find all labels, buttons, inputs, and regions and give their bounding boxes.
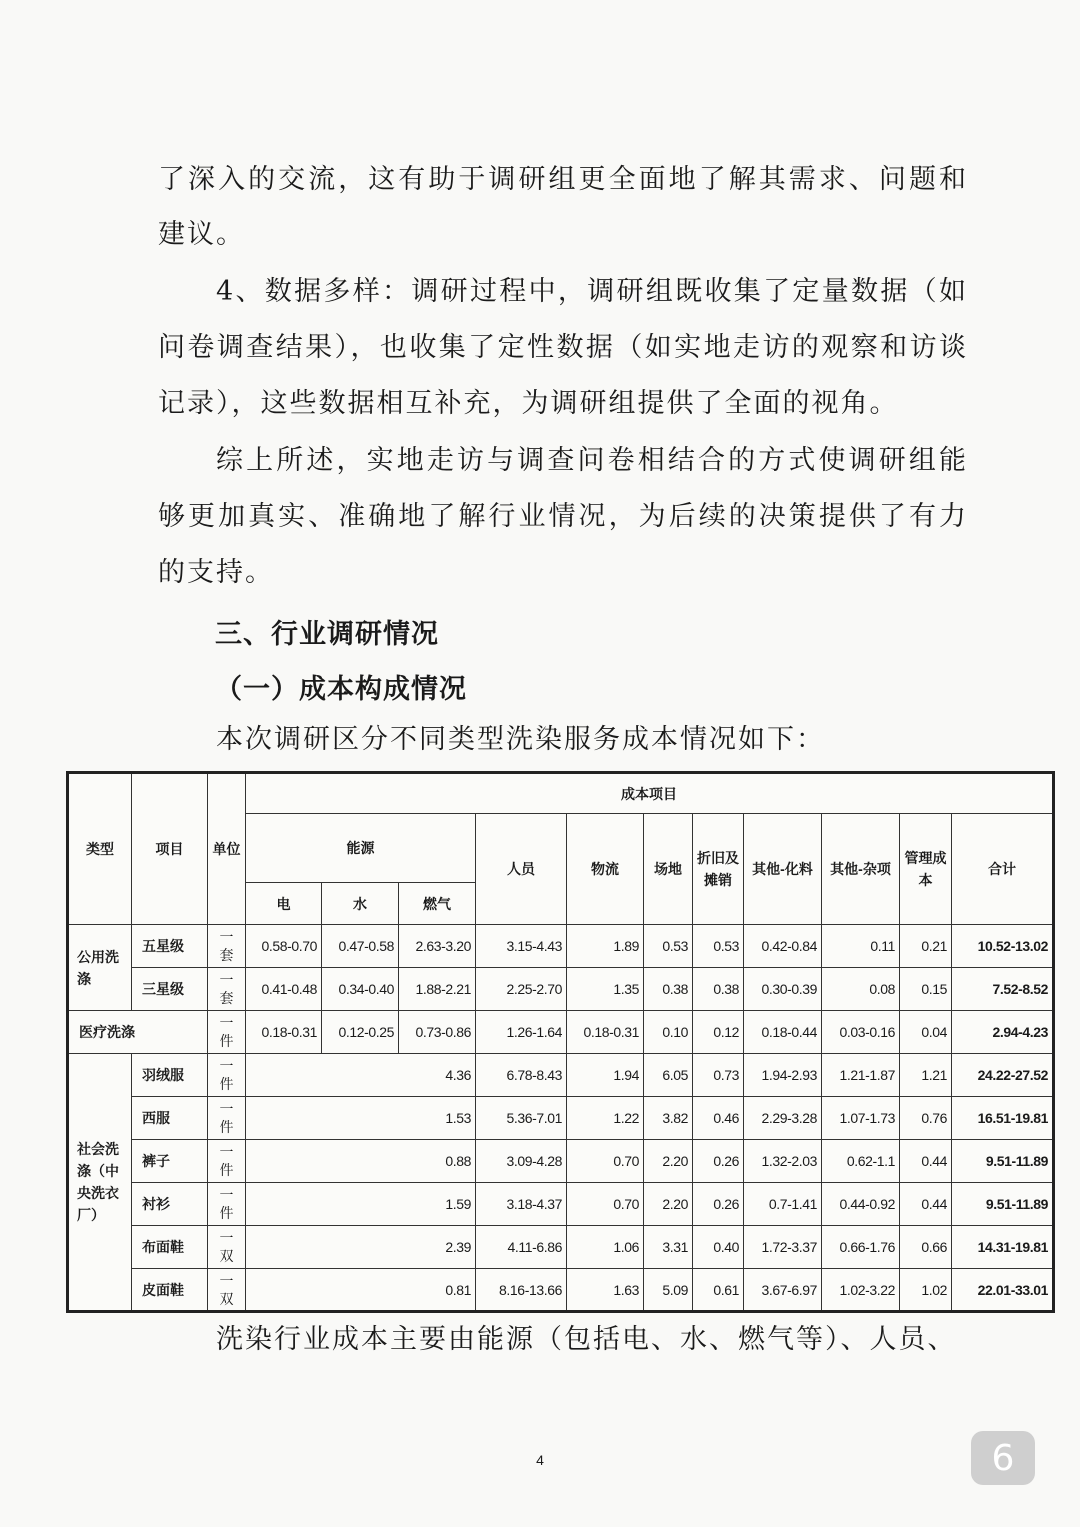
page-number: 4 (536, 1452, 544, 1468)
table-row (68, 1097, 1054, 1140)
table-row (68, 1011, 1054, 1054)
cell: 1.63 (567, 1269, 644, 1312)
cell-total: 24.22-27.52 (952, 1054, 1054, 1097)
cell: 0.58-0.70 (246, 925, 322, 968)
cell: 0.34-0.40 (322, 968, 399, 1011)
row-unit: 一 件 (208, 1097, 246, 1140)
cell: 0.70 (567, 1140, 644, 1183)
paragraph-line: 够更加真实、准确地了解行业情况，为后续的决策提供了有力 (158, 501, 968, 532)
cell: 0.62-1.1 (822, 1140, 900, 1183)
paragraph-line: 综上所述，实地走访与调查问卷相结合的方式使调研组能 (216, 445, 968, 476)
cell: 1.07-1.73 (822, 1097, 900, 1140)
cell: 1.02-3.22 (822, 1269, 900, 1312)
row-item: 羽绒服 (132, 1054, 208, 1097)
paragraph-line: 建议。 (158, 219, 245, 250)
cell: 0.44 (900, 1183, 952, 1226)
subsection-heading: （一）成本构成情况 (215, 674, 467, 705)
cell: 0.46 (693, 1097, 744, 1140)
group-social: 社会洗涤（中央洗衣厂） (68, 1054, 132, 1312)
cell: 3.15-4.43 (476, 925, 567, 968)
cell: 6.78-8.43 (476, 1054, 567, 1097)
header-total: 合计 (952, 814, 1054, 925)
group-medical: 医疗洗涤 (68, 1011, 208, 1054)
cell: 0.44-0.92 (822, 1183, 900, 1226)
header-gas: 燃气 (399, 883, 476, 925)
header-other-misc: 其他-杂项 (822, 814, 900, 925)
group-public: 公用洗涤 (68, 925, 132, 1011)
paragraph-line: 问卷调查结果），也收集了定性数据（如实地走访的观察和访谈 (158, 332, 968, 363)
cell: 0.26 (693, 1183, 744, 1226)
cell: 1.21-1.87 (822, 1054, 900, 1097)
cell: 1.22 (567, 1097, 644, 1140)
row-unit: 一 套 (208, 968, 246, 1011)
cell: 1.06 (567, 1226, 644, 1269)
header-unit: 单位 (208, 773, 246, 925)
cell: 3.82 (644, 1097, 693, 1140)
row-item: 布面鞋 (132, 1226, 208, 1269)
table-row (68, 1226, 1054, 1269)
cell-total: 2.94-4.23 (952, 1011, 1054, 1054)
row-item: 三星级 (132, 968, 208, 1011)
cell: 1.02 (900, 1269, 952, 1312)
cell: 1.32-2.03 (744, 1140, 822, 1183)
cell: 0.18-0.31 (567, 1011, 644, 1054)
header-depreciation: 折旧及摊销 (693, 814, 744, 925)
cell-total: 9.51-11.89 (952, 1140, 1054, 1183)
table-row (68, 925, 1054, 968)
row-unit: 一 件 (208, 1183, 246, 1226)
cell: 0.44 (900, 1140, 952, 1183)
header-energy: 能源 (246, 814, 476, 883)
cell: 2.63-3.20 (399, 925, 476, 968)
header-management: 管理成本 (900, 814, 952, 925)
cell: 0.66-1.76 (822, 1226, 900, 1269)
cell-total: 22.01-33.01 (952, 1269, 1054, 1312)
cell: 0.53 (693, 925, 744, 968)
cell: 1.94 (567, 1054, 644, 1097)
cell: 0.47-0.58 (322, 925, 399, 968)
table-intro: 本次调研区分不同类型洗染服务成本情况如下： (216, 724, 825, 755)
cell: 0.21 (900, 925, 952, 968)
table-row (68, 968, 1054, 1011)
row-item: 皮面鞋 (132, 1269, 208, 1312)
cell: 0.04 (900, 1011, 952, 1054)
paragraph-line: 的支持。 (158, 557, 274, 588)
header-water: 水 (322, 883, 399, 925)
table-row (68, 1140, 1054, 1183)
header-venue: 场地 (644, 814, 693, 925)
cell-energy: 1.59 (246, 1183, 476, 1226)
table-row (68, 1269, 1054, 1312)
row-unit: 一 双 (208, 1269, 246, 1312)
cell: 0.26 (693, 1140, 744, 1183)
section-heading: 三、行业调研情况 (215, 619, 439, 650)
cost-table (66, 771, 1055, 1313)
cell: 4.11-6.86 (476, 1226, 567, 1269)
header-personnel: 人员 (476, 814, 567, 925)
cell: 0.40 (693, 1226, 744, 1269)
header-type: 类型 (68, 773, 132, 925)
cell: 0.03-0.16 (822, 1011, 900, 1054)
cell: 0.18-0.31 (246, 1011, 322, 1054)
paragraph-line: 了深入的交流，这有助于调研组更全面地了解其需求、问题和 (158, 164, 968, 195)
cell: 1.26-1.64 (476, 1011, 567, 1054)
closing-paragraph: 洗染行业成本主要由能源（包括电、水、燃气等）、人员、 (216, 1324, 957, 1355)
cell-total: 9.51-11.89 (952, 1183, 1054, 1226)
header-item: 项目 (132, 773, 208, 925)
cell: 3.09-4.28 (476, 1140, 567, 1183)
paragraph-line: 记录），这些数据相互补充，为调研组提供了全面的视角。 (158, 388, 899, 419)
cell: 0.18-0.44 (744, 1011, 822, 1054)
cell: 0.12 (693, 1011, 744, 1054)
header-logistics: 物流 (567, 814, 644, 925)
cell: 8.16-13.66 (476, 1269, 567, 1312)
cell: 6.05 (644, 1054, 693, 1097)
cell: 3.18-4.37 (476, 1183, 567, 1226)
cell: 0.41-0.48 (246, 968, 322, 1011)
cell: 2.20 (644, 1140, 693, 1183)
cell-energy: 4.36 (246, 1054, 476, 1097)
cell: 1.72-3.37 (744, 1226, 822, 1269)
cell: 0.42-0.84 (744, 925, 822, 968)
cell: 2.20 (644, 1183, 693, 1226)
header-cost-items: 成本项目 (246, 773, 1054, 814)
cell: 5.09 (644, 1269, 693, 1312)
cell: 1.94-2.93 (744, 1054, 822, 1097)
cell: 0.73 (693, 1054, 744, 1097)
cell: 3.67-6.97 (744, 1269, 822, 1312)
cell: 0.7-1.41 (744, 1183, 822, 1226)
cell-energy: 0.81 (246, 1269, 476, 1312)
cell: 0.66 (900, 1226, 952, 1269)
cell-total: 14.31-19.81 (952, 1226, 1054, 1269)
row-unit: 一 双 (208, 1226, 246, 1269)
header-electricity: 电 (246, 883, 322, 925)
cell: 1.89 (567, 925, 644, 968)
cell-total: 16.51-19.81 (952, 1097, 1054, 1140)
row-unit: 一 套 (208, 925, 246, 968)
header-other-chemicals: 其他-化料 (744, 814, 822, 925)
table-row (68, 1054, 1054, 1097)
cell: 5.36-7.01 (476, 1097, 567, 1140)
cell-energy: 1.53 (246, 1097, 476, 1140)
row-unit: 一 件 (208, 1011, 246, 1054)
page-badge: 6 (971, 1431, 1035, 1485)
cell: 3.31 (644, 1226, 693, 1269)
row-item: 五星级 (132, 925, 208, 968)
table-row (68, 1183, 1054, 1226)
row-item: 西服 (132, 1097, 208, 1140)
cell-total: 10.52-13.02 (952, 925, 1054, 968)
cell: 1.21 (900, 1054, 952, 1097)
cell: 0.38 (644, 968, 693, 1011)
cell: 0.11 (822, 925, 900, 968)
cell-energy: 0.88 (246, 1140, 476, 1183)
cell: 1.88-2.21 (399, 968, 476, 1011)
cell: 2.25-2.70 (476, 968, 567, 1011)
cell: 0.12-0.25 (322, 1011, 399, 1054)
cell: 0.70 (567, 1183, 644, 1226)
cell: 1.35 (567, 968, 644, 1011)
row-unit: 一 件 (208, 1054, 246, 1097)
cell: 0.76 (900, 1097, 952, 1140)
cell: 0.53 (644, 925, 693, 968)
cell: 0.61 (693, 1269, 744, 1312)
paragraph-line: 4、数据多样：调研过程中，调研组既收集了定量数据（如 (216, 276, 968, 307)
table-header-row (68, 773, 1054, 814)
cell: 0.08 (822, 968, 900, 1011)
cell: 0.10 (644, 1011, 693, 1054)
row-item: 裤子 (132, 1140, 208, 1183)
cell: 0.15 (900, 968, 952, 1011)
cell-energy: 2.39 (246, 1226, 476, 1269)
cell: 0.73-0.86 (399, 1011, 476, 1054)
row-unit: 一 件 (208, 1140, 246, 1183)
cell: 0.30-0.39 (744, 968, 822, 1011)
row-item: 衬衫 (132, 1183, 208, 1226)
cell-total: 7.52-8.52 (952, 968, 1054, 1011)
cell: 0.38 (693, 968, 744, 1011)
cell: 2.29-3.28 (744, 1097, 822, 1140)
